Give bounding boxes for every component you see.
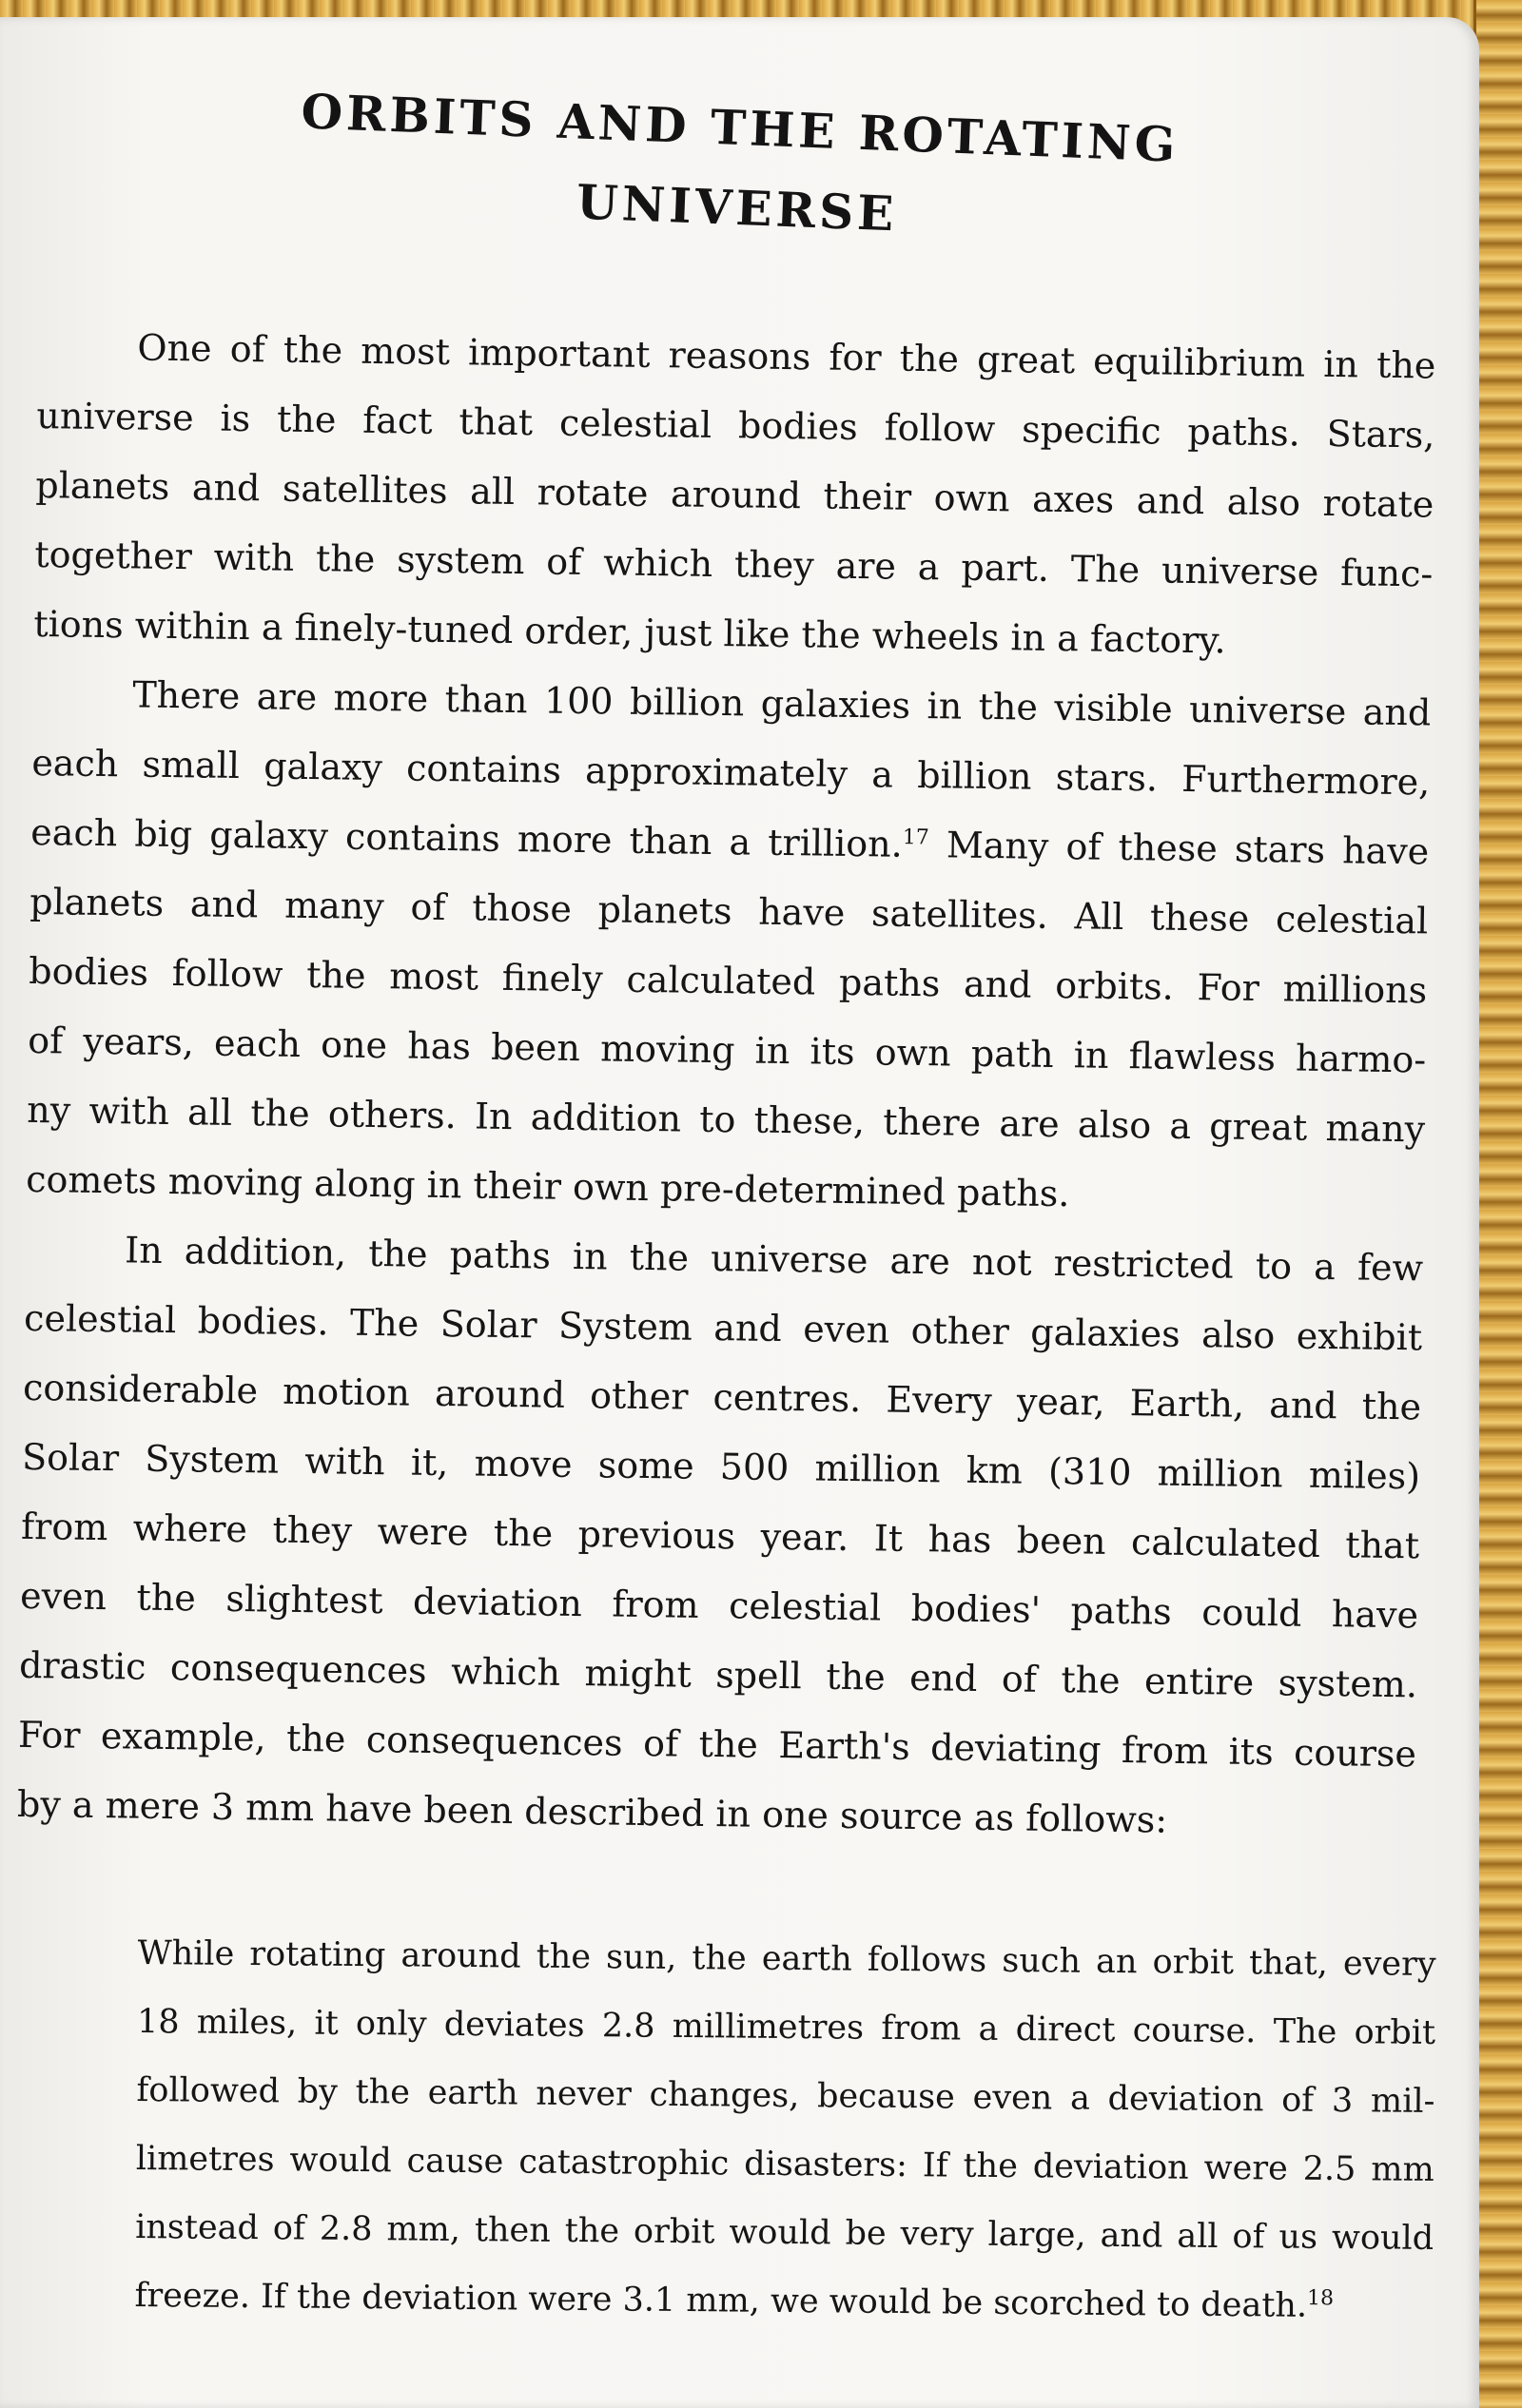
text-line: comets moving along in their own pre-determined paths.	[25, 1157, 1070, 1215]
text-line: bodies follow the most finely calculated paths and orbits. For millions	[29, 949, 1428, 1012]
text-line: planets and many of those planets have satellites. All these celestial	[29, 880, 1429, 942]
text-line: There are more than 100 billion galaxies in the visible universe and	[132, 673, 1432, 734]
text-line: In addition, the paths in the universe are not restricted to a few	[124, 1229, 1424, 1290]
body-text	[17, 312, 1436, 1858]
text-line: by a mere 3 mm have been described in one source as follows:	[16, 1782, 1168, 1841]
quote-line: followed by the earth never changes, because even a deviation of 3 mil-	[136, 2070, 1435, 2121]
page-title	[166, 67, 1313, 270]
quote-line: limetres would cause catastrophic disasters: If the deviation were 2.5 mm	[135, 2139, 1434, 2189]
text-line: of years, each one has been moving in its own path in flawless harmo-	[27, 1019, 1427, 1081]
paragraph-1	[33, 312, 1436, 678]
text-line: celestial bodies. The Solar System and even other galaxies also exhibit	[23, 1296, 1423, 1359]
book-page	[0, 17, 1479, 2408]
block-quote	[134, 1919, 1436, 2341]
text-segment: Many of these stars have	[928, 824, 1430, 873]
text-line: universe is the fact that celestial bodies follow specific paths. Stars,	[36, 394, 1435, 456]
text-line: One of the most important reasons for the great equilibrium in the	[137, 326, 1436, 387]
ornamental-right-border	[1473, 0, 1522, 2408]
text-line: drastic consequences which might spell the end of the entire system.	[18, 1643, 1418, 1706]
text-segment: freeze. If the deviation were 3.1 mm, we would be scorched to death.	[134, 2276, 1308, 2325]
title-line-2: UNIVERSE	[576, 173, 899, 243]
text-line: from where they were the previous year. It has been calculated that	[20, 1505, 1420, 1567]
paragraph-3	[17, 1214, 1424, 1858]
quote-line: 18 miles, it only deviates 2.8 millimetres from a direct course. The orbit	[136, 2002, 1436, 2052]
text-line: together with the system of which they are a part. The universe func-	[34, 533, 1434, 595]
text-line: planets and satellites all rotate around their own axes and also rotate	[35, 463, 1434, 526]
text-line: ny with all the others. In addition to these, there are also a great many	[26, 1088, 1426, 1151]
quote-line-with-footnote	[134, 2262, 1434, 2341]
quote-line: instead of 2.8 mm, then the orbit would be very large, and all of us would	[134, 2207, 1434, 2258]
footnote-17: 17	[902, 825, 930, 850]
text-segment: each big galaxy contains more than a trillion.	[30, 810, 904, 865]
paragraph-2	[26, 659, 1432, 1233]
text-line: Solar System with it, move some 500 million km (310 million miles)	[21, 1435, 1421, 1498]
quote-line: While rotating around the sun, the earth follows such an orbit that, every	[137, 1933, 1436, 1984]
text-line: even the slightest deviation from celestial bodies' paths could have	[19, 1574, 1419, 1637]
title-line-1: ORBITS AND THE ROTATING	[300, 83, 1181, 173]
footnote-18: 18	[1307, 2286, 1335, 2311]
text-line: For example, the consequences of the Earth's deviating from its course	[17, 1713, 1417, 1776]
text-line: tions within a finely-tuned order, just like the wheels in a factory.	[33, 602, 1226, 662]
text-line: each small galaxy contains approximately a billion stars. Furthermore,	[31, 741, 1431, 804]
text-line: considerable motion around other centres. Every year, Earth, and the	[22, 1366, 1422, 1428]
